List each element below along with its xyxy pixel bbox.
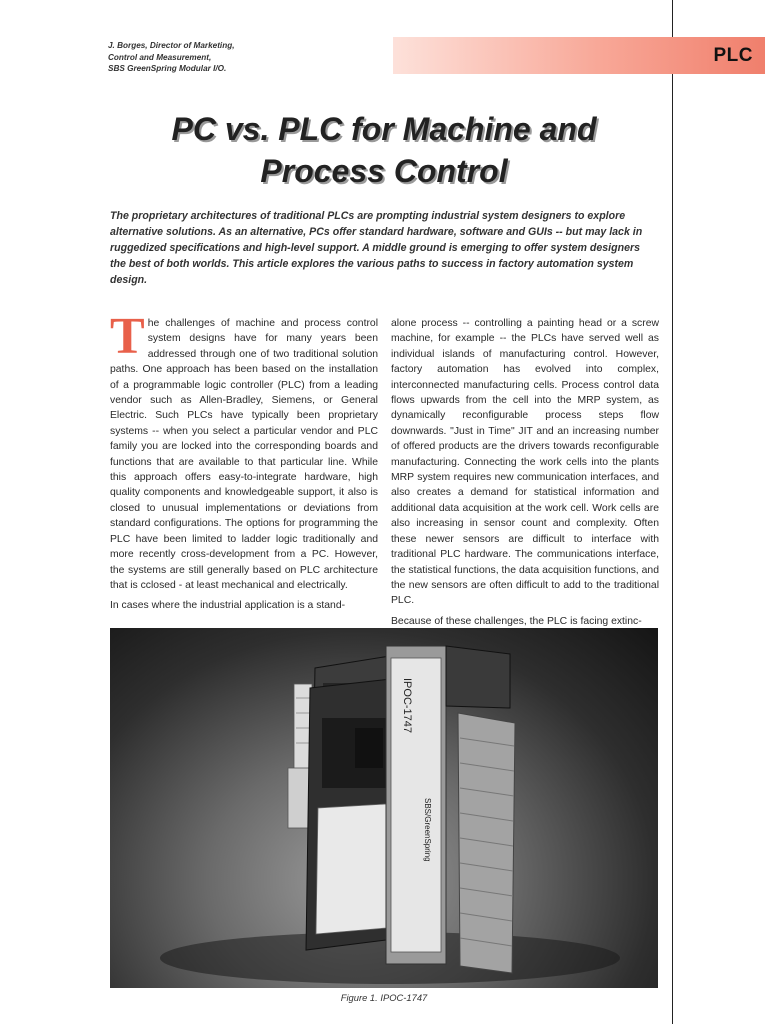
margin-rule	[672, 0, 673, 1024]
figure-caption: Figure 1. IPOC-1747	[340, 992, 428, 1003]
section-tab	[393, 37, 765, 74]
byline-line-2: Control and Measurement,	[108, 52, 212, 62]
title-line-2: Process Control	[260, 153, 508, 189]
byline-line-3: SBS GreenSpring Modular I/O.	[108, 64, 227, 73]
body-paragraph: Because of these challenges, the PLC is facing extinc-	[391, 615, 642, 627]
article-title	[110, 108, 658, 192]
module-model-label: IPOC-1747	[401, 678, 413, 734]
body-paragraph: In cases where the industrial application is a stand-	[110, 600, 346, 612]
product-photo	[110, 628, 658, 988]
byline-line-1: J. Borges, Director of Marketing,	[108, 41, 235, 50]
body-column-left	[110, 308, 378, 619]
body-paragraph	[110, 308, 378, 593]
body-column-right	[391, 316, 659, 634]
module-brand-label: SBS/GreenSpring	[423, 798, 432, 862]
article-lede: The proprietary architectures of traditional PLCs are prompting industrial system designers to explore alternative solutions. As an alternative, PCs offer standard hardware, software and GUIs -- but may lack in ruggedized specifications and high-level support. A middle ground is emerging to offer system designers the best of both worlds. This article explores the various paths to success in factory automation system design.	[110, 210, 643, 286]
body-paragraph: alone process -- controlling a painting head or a screw machine, for example -- the PLCs have served well as individual islands of manufacturing control. However, factory automation has evolved into complex, interconnected manufacturing cells. Process control data flows upwards from the cell into the MRP system, as dynamically reconfigurable process steps flow downwards. "Just in Time" JIT and an increasing number of offered products are the drivers towards reconfigurable manufacturing. Connecting the work cells into the plants MRP system requires new communication interfaces, and also creates a demand for statistical information and additional data acquisition at the work cell. Work cells are also increasing in sensor count and complexity. Often these newer sensors are difficult to interface with traditional PLC hardware. The communications interface, the statistical functions, the data acquisition functions, and the new sensors are often difficult to add to the traditional PLC.	[391, 318, 659, 607]
author-byline	[108, 40, 368, 75]
drop-cap: T	[110, 308, 145, 365]
title-line-1: PC vs. PLC for Machine and	[171, 111, 597, 147]
section-tab-label: PLC	[713, 45, 753, 66]
body-text: he challenges of machine and process control system designs have for many years been addressed through one of two traditional solution paths. One approach has been based on the installation of a programmable logic controller (PLC) from a leading vendor such as Allen-Bradley, Siemens, or General Electric. Such PLCs have typically been proprietary systems -- when you select a particular vendor and PLC family you are locked into the corresponding boards and functions that are available to that particular line. While this approach offers easy-to-integrate hardware, high quality components and knowledgeable support, it also is closed to unusual implementations or deviations from standard configurations. The options for programming the PLC have been limited to ladder logic traditionally and more recently cross-development from a PC. However, the systems are still generally based on PLC architecture that is cclosed - at least mechanical and electrically.	[110, 318, 378, 591]
plc-module-illustration	[110, 628, 658, 988]
